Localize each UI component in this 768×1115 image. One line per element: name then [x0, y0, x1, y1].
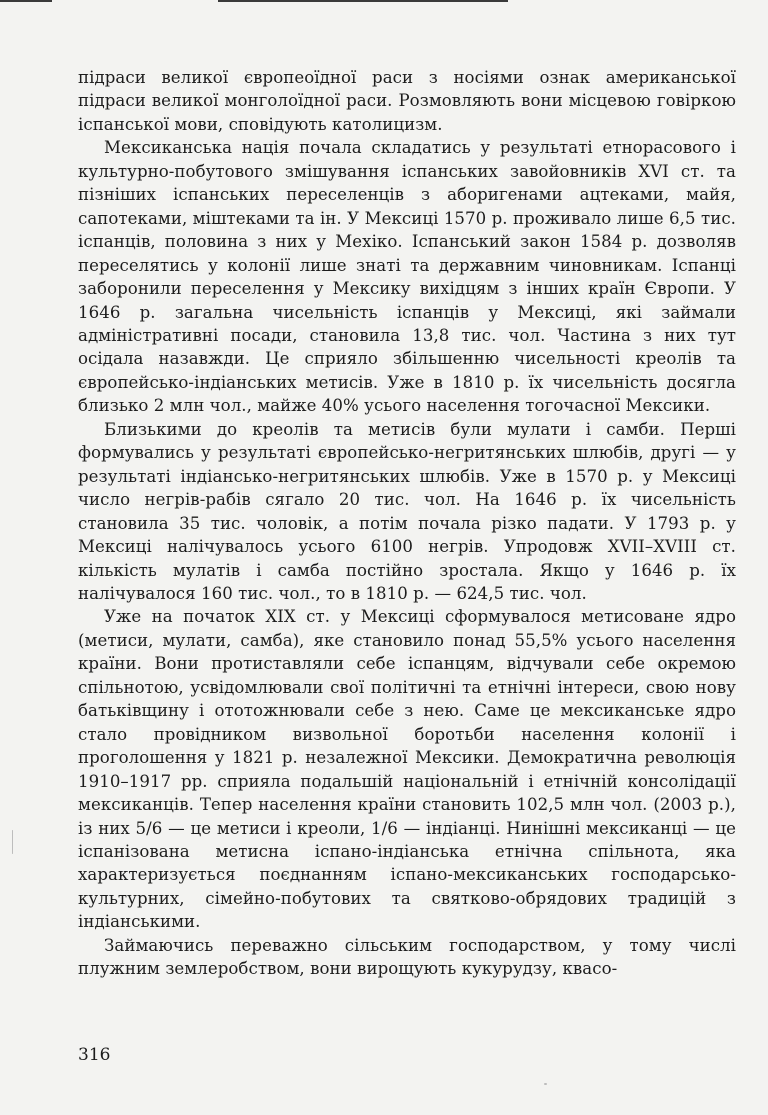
paragraph-mestizo-core: Уже на початок XIX ст. у Мексиці сформувалося метисоване ядро (метиси, мулати, самба), яке становило понад 55,5% усього населення країни. Вони протиставляли себе іспанцям, відчували себе окремою спільнотою, усвідомлювали свої політичні та етнічні інтереси, свою нову батьківщину і ототожнювали себе з нею. Саме це мексиканське ядро стало провідником визвольної боротьби населення колонії і проголошення у 1821 р. незалежної Мексики. Демократична революція 1910–1917 рр. сприяла подальшій національній і етнічній консолідації мексиканців. Тепер населення країни становить 102,5 млн чол. (2003 р.), із них 5/6 — це метиси і креоли, 1/6 — індіанці. Нинішні мексиканці — це іспанізована метисна іспано-індіанська етнічна спільнота, яка характеризується поєднанням іспано-мексиканських господарсько-культурних, сімейно-побутових та святково-обрядових традицій з індіанськими. — [78, 607, 736, 932]
scan-speck — [544, 1083, 547, 1085]
page-body — [78, 66, 736, 981]
scan-edge-mark — [12, 830, 13, 854]
paragraph-agriculture: Займаючись переважно сільським господарством, у тому числі плужним землеробством, вони вирощують кукурудзу, квасо- — [78, 935, 736, 979]
paragraph-mulattoes-sambos: Близькими до креолів та метисів були мулати і самби. Перші формувались у результаті європейсько-негритянських шлюбів, другі — у результаті індіансько-негритянських шлюбів. Уже в 1570 р. у Мексиці число негрів-рабів сягало 20 тис. чол. На 1646 р. їх чисельність становила 35 тис. чоловік, а потім почала різко падати. У 1793 р. у Мексиці налічувалось усього 6100 негрів. Упродовж XVII–XVIII ст. кількість мулатів і самба постійно зростала. Якщо у 1646 р. їх налічувалося 160 тис. чол., то в 1810 р. — 624,5 тис. чол. — [78, 419, 736, 603]
paragraph-mexican-nation: Мексиканська нація почала складатись у результаті етнорасового і культурно-побутового змішування іспанських завойовників XVI ст. та пізніших іспанських переселенців з аборигенами ацтеками, майя, сапотеками, міштеками та ін. У Мексиці 1570 р. проживало лише 6,5 тис. іспанців, половина з них у Мехіко. Іспанський закон 1584 р. дозволяв переселятись у колонії лише знаті та державним чиновникам. Іспанці заборонили переселення у Мексику вихідцям з інших країн Європи. У 1646 р. загальна чисельність іспанців у Мексиці, які займали адміністративні посади, становила 13,8 тис. чол. Частина з них тут осідала назавжди. Це сприяло збільшенню чисельності креолів та європейсько-індіанських метисів. Уже в 1810 р. їх чисельність досягла близько 2 млн чол., майже 40% усього населення тогочасної Мексики. — [78, 138, 736, 416]
paragraph-continued: підраси великої європеоїдної раси з носіями ознак американської підраси великої монголоїдної раси. Розмовляють вони місцевою говіркою іспанської мови, сповідують католицизм. — [78, 68, 736, 134]
page-number: 316 — [78, 1045, 111, 1065]
header-rule-right — [218, 0, 508, 2]
header-rule-left — [0, 0, 52, 2]
